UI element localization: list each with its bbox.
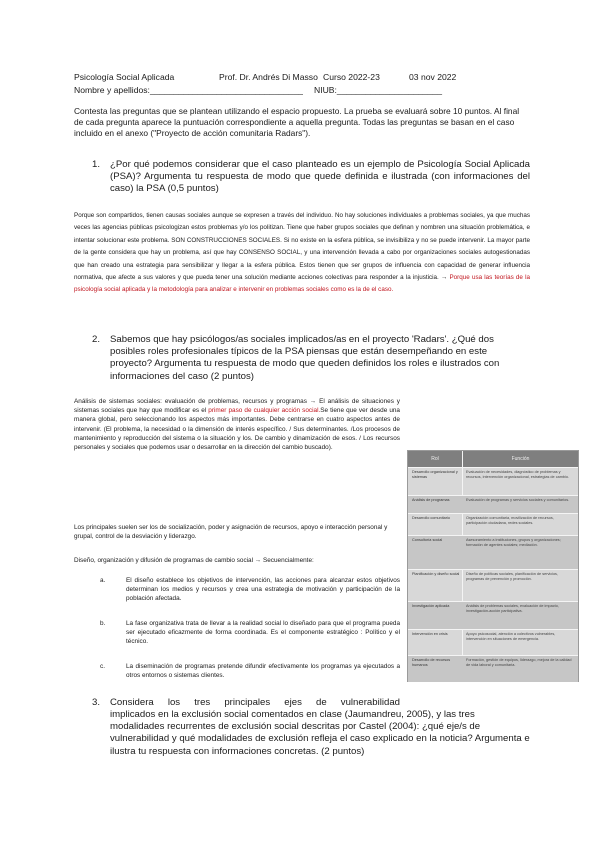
table-cell-function: Evaluación de programas y servicios sociales y comunitarios. [466, 498, 570, 502]
answer-2-p1-pre: Análisis de sistemas sociales: evaluación de problemas, recursos y programas → El análisis de situaciones y sistemas sociales que hay que modificar es el [74, 398, 400, 415]
answer-1-highlight: Porque usa las teorías de la psicología social aplicada y la metodología para analizar e intervenir en problemas sociales como es la de el caso. [74, 274, 531, 294]
table-cell-role: Desarrollo de recursos humanos [412, 658, 451, 667]
name-field[interactable]: Nombre y apellidos:________________________________ [74, 85, 303, 95]
table-cell-role: Planificación y diseño social [412, 572, 460, 576]
course-year: Curso 2022-23 [323, 72, 380, 82]
question-2-text: Sabemos que hay psicólogos/as sociales implicados/as en el proyecto 'Radars'. ¿Qué dos posibles roles profesionales típicos de la PSA piensas que están desempeñando en este proyecto? Argumenta tu respuesta de modo que queden definidos los roles e ilustrados con informaciones del caso (2 puntos) [110, 334, 500, 382]
question-3-number: 3. [92, 697, 101, 708]
course-name: Psicología Social Aplicada [74, 72, 175, 82]
answer-1-text: Porque son compartidos, tienen causas sociales aunque se expresen a través del individuo. No hay soluciones individuales a problemas sociales, ya que muchas veces las agencias públicas psicologizan estos problemas y/o los politizan. Tiene que haber grupos sociales que definan y nombren una situación problemática, e intentar solucionar este problema. SON CONSTRUCCIONES SOCIALES. Si no existe en la esfera pública, se invisibiliza y no se puede intervenir. La mayor parte de la gente considera que hay un problema, así que hay CONSENSO SOCIAL, y una intervención llevada a cabo por organizaciones sociales autogestionadas que han creado una estrategia para sensibilizar y llegar a la esfera pública. Estos tienen que ser grupos de influencia con capacidad de generar influencia normativa, que afecte a sus valores y que pueda tener una solución mediante acciones colectivas para responder a la injusticia. [74, 212, 530, 282]
table-row [408, 601, 578, 630]
table-cell-function: Formación, gestión de equipos, liderazgo, mejora de la calidad de vida laboral y comunitaria. [466, 658, 572, 667]
answer-2-p1-post: Se tiene que ver desde una manera global, pero seleccionando los aspectos más importantes. Debe centrarse en cuatro aspectos antes de intervenir. (El problema, la necesidad o la dimensión de interés específico. / Sus determinantes. /Los procesos de mantenimiento y reproducción del sistema o la situación y los. De cambio y dinamización de esos. / Los recursos personales y sociales que podemos usar o desarrollar en la dirección del cambio buscado). [74, 407, 400, 452]
table-cell-role: Consultoría social [412, 538, 443, 542]
list-item-c [100, 662, 400, 680]
arrow-icon: → [440, 274, 448, 282]
answer-1 [74, 210, 530, 297]
roles-table-image [407, 450, 579, 682]
table-header-function: Función [463, 451, 578, 467]
table-row [408, 535, 578, 570]
list-item-text: La diseminación de programas pretende difundir efectivamente los programas ya ejecutados a otros entornos o sistemas clientes. [126, 663, 400, 680]
list-marker: c. [100, 663, 105, 670]
table-cell-function: Diseño de políticas sociales, planificación de servicios, programas de prevención y promoción. [466, 572, 559, 581]
list-item-b [100, 619, 400, 647]
table-cell-function: Análisis de problemas sociales, evaluación de impacto, investigación-acción participativa. [466, 604, 559, 613]
table-row [408, 655, 578, 682]
list-marker: b. [100, 620, 106, 627]
table-cell-role: Intervención en crisis [412, 632, 448, 636]
question-1-text: ¿Por qué podemos considerar que el caso planteado es un ejemplo de Psicología Social Aplicada (PSA)? Argumenta tu respuesta de modo que quede definida e ilustrada (con informaciones del caso) la PSA (0,5 puntos) [110, 159, 530, 195]
answer-2-p1-highlight: primer paso de cualquier acción social. [208, 407, 321, 415]
list-item-text: La fase organizativa trata de llevar a la realidad social lo diseñado para que el programa pueda ser ejecutado eficazmente de forma coordinada. Es el componente estratégico : Político y el técnico. [126, 620, 400, 646]
question-3-line1: Considera los tres principales ejes de vulnerabilidad [110, 697, 400, 708]
table-cell-function: Asesoramiento a instituciones, grupos y organizaciones; formación de agentes sociales; mediación. [466, 538, 561, 547]
table-cell-function: Apoyo psicosocial, atención a colectivos vulnerables, intervención en situaciones de emergencia. [466, 632, 556, 641]
answer-2-p2: Los principales suelen ser los de socialización, poder y asignación de recursos, apoyo e interacción personal y grupal, control de la desviación y liderazgo. [74, 524, 388, 541]
list-item-a [100, 576, 400, 604]
instructions: Contesta las preguntas que se plantean utilizando el espacio propuesto. La prueba se evaluará sobre 10 puntos. Al final de cada pregunta aparece la puntuación correspondiente a aquella pregunta. Todas las preguntas se basan en el caso incluido en el anexo ("Proyecto de acción comunitaria Radars"). [74, 106, 520, 138]
table-cell-role: Investigación aplicada [412, 604, 450, 608]
exam-date: 03 nov 2022 [409, 72, 457, 82]
table-header-role: Rol [408, 451, 462, 467]
table-row [408, 495, 578, 514]
list-item-text: El diseño establece los objetivos de intervención, las acciones para alcanzar estos objetivos determinan los medios y recursos y crea una estrategia de motivación y participación de la población afectada. [126, 577, 400, 603]
answer-2-p1 [74, 397, 400, 452]
question-3-text: implicados en la exclusión social comentados en clase (Jaumandreu, 2005), y las tres modalidades recurrentes de exclusión social descritas por Castel (2004): ¿qué eje/s de vulnerabilidad y qué modalidades de exclusión refleja el caso explicado en la noticia? Argumenta e ilustra tu respuesta con informaciones concretas. (2 puntos) [110, 709, 530, 757]
table-cell-role: Desarrollo organizacional y sistemas [412, 470, 458, 479]
question-2-number: 2. [92, 334, 101, 345]
question-1-number: 1. [92, 159, 101, 170]
table-cell-function: Organización comunitaria, movilización de recursos, participación ciudadana, redes sociales. [466, 516, 554, 525]
table-row [408, 513, 578, 536]
table-row [408, 629, 578, 656]
table-cell-role: Análisis de programas [412, 498, 450, 502]
niub-field[interactable]: NIUB:______________________ [314, 85, 443, 95]
professor-name: Prof. Dr. Andrés Di Masso [219, 72, 318, 82]
table-row [408, 569, 578, 602]
table-cell-role: Desarrollo comunitario [412, 516, 450, 520]
list-marker: a. [100, 577, 106, 584]
answer-2-p3: Diseño, organización y difusión de programas de cambio social → Secuencialmente: [74, 557, 314, 564]
table-row [408, 467, 578, 496]
table-cell-function: Evaluación de necesidades, diagnóstico de problemas y recursos, intervención organizacional, estrategias de cambio. [466, 470, 569, 479]
